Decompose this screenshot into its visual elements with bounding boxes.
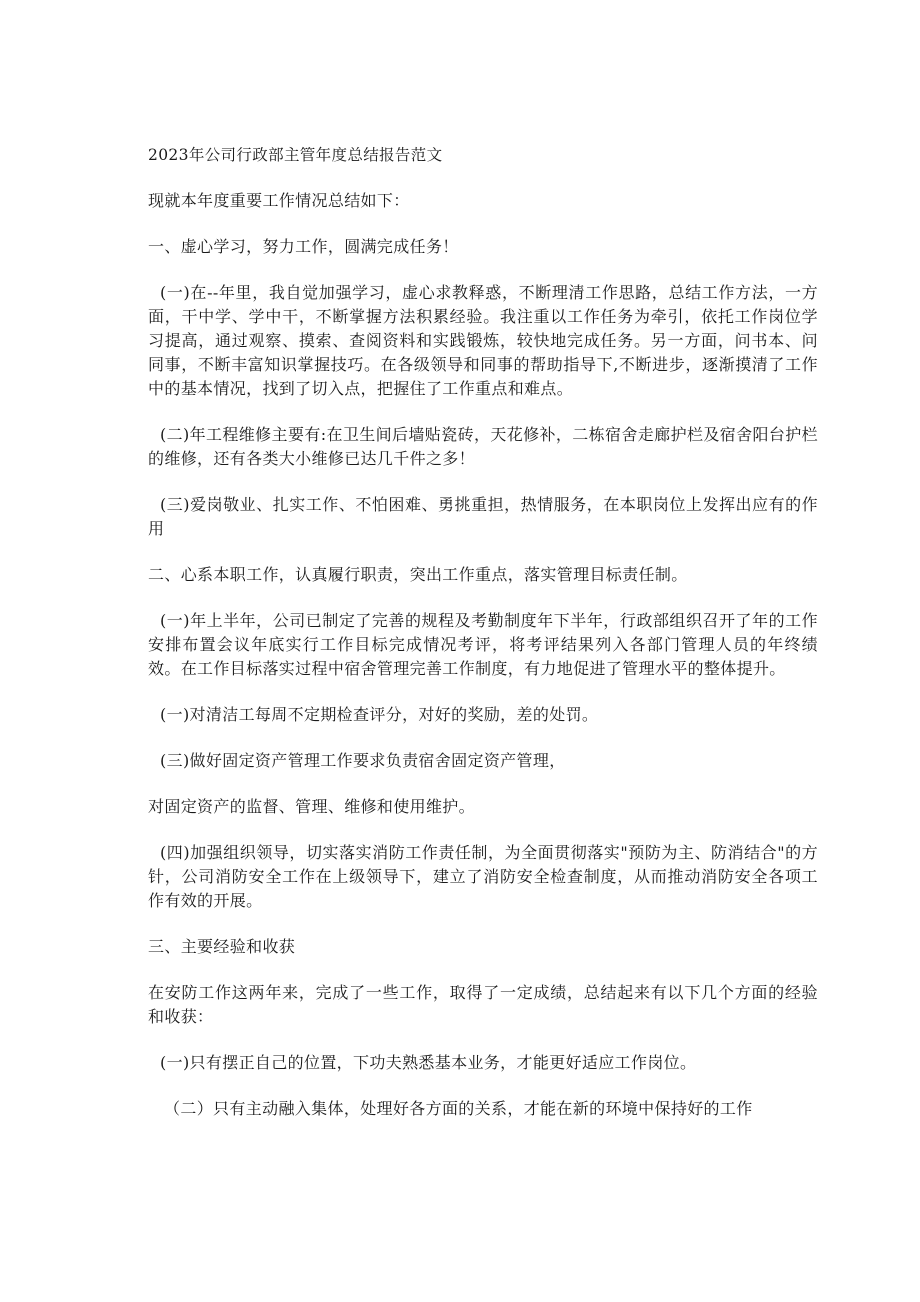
section-2-heading: 二、心系本职工作，认真履行职责，突出工作重点，落实管理目标责任制。 — [148, 565, 688, 584]
section-1-item-2: (二)年工程维修主要有:在卫生间后墙贴瓷砖，天花修补，二栋宿舍走廊护栏及宿舍阳台护栏的维修，还有各类大小维修已达几千件之多！ — [148, 425, 818, 468]
section-1-item-3: (三)爱岗敬业、扎实工作、不怕困难、勇挑重担，热情服务，在本职岗位上发挥出应有的作用 — [148, 495, 818, 538]
section-2-item-4: (四)加强组织领导，切实落实消防工作责任制，为全面贯彻落实"预防为主、防消结合"的方针，公司消防安全工作在上级领导下，建立了消防安全检查制度，从而推动消防安全各项工作有效的开展。 — [148, 843, 818, 910]
section-2-item-2: (一)对清洁工每周不定期检查评分，对好的奖励，差的处罚。 — [160, 705, 599, 724]
section-2-item-3-continuation: 对固定资产的监督、管理、维修和使用维护。 — [148, 797, 476, 816]
section-3-item-1: (一)只有摆正自己的位置，下功夫熟悉基本业务，才能更好适应工作岗位。 — [160, 1053, 697, 1072]
intro-paragraph: 现就本年度重要工作情况总结如下： — [148, 191, 410, 210]
section-1-item-1: (一)在--年里，我自觉加强学习，虚心求教释惑，不断理清工作思路，总结工作方法，一方面，干中学、学中干，不断掌握方法积累经验。我注重以工作任务为牵引，依托工作岗位学习提高，通过观察、摸索、查阅资料和实践锻炼，较快地完成任务。另一方面，问书本、问同事，不断丰富知识掌握技巧。在各级领导和同事的帮助指导下,不断进步，逐渐摸清了工作中的基本情况，找到了切入点，把握住了工作重点和难点。 — [148, 283, 818, 398]
section-3-heading: 三、主要经验和收获 — [148, 937, 296, 956]
document-body — [148, 143, 818, 1121]
document-title: 2023年公司行政部主管年度总结报告范文 — [148, 146, 443, 164]
section-3-item-2: （二）只有主动融入集体，处理好各方面的关系，才能在新的环境中保持好的工作 — [164, 1099, 753, 1118]
section-2-item-1: (一)年上半年，公司已制定了完善的规程及考勤制度年下半年，行政部组织召开了年的工作安排布置会议年底实行工作目标完成情况考评，将考评结果列入各部门管理人员的年终绩效。在工作目标落实过程中宿舍管理完善工作制度，有力地促进了管理水平的整体提升。 — [148, 611, 818, 678]
section-2-item-3: (三)做好固定资产管理工作要求负责宿舍固定资产管理， — [160, 751, 566, 770]
section-1-heading: 一、虚心学习，努力工作，圆满完成任务！ — [148, 237, 459, 256]
section-3-intro: 在安防工作这两年来，完成了一些工作，取得了一定成绩，总结起来有以下几个方面的经验和收获： — [148, 983, 818, 1026]
